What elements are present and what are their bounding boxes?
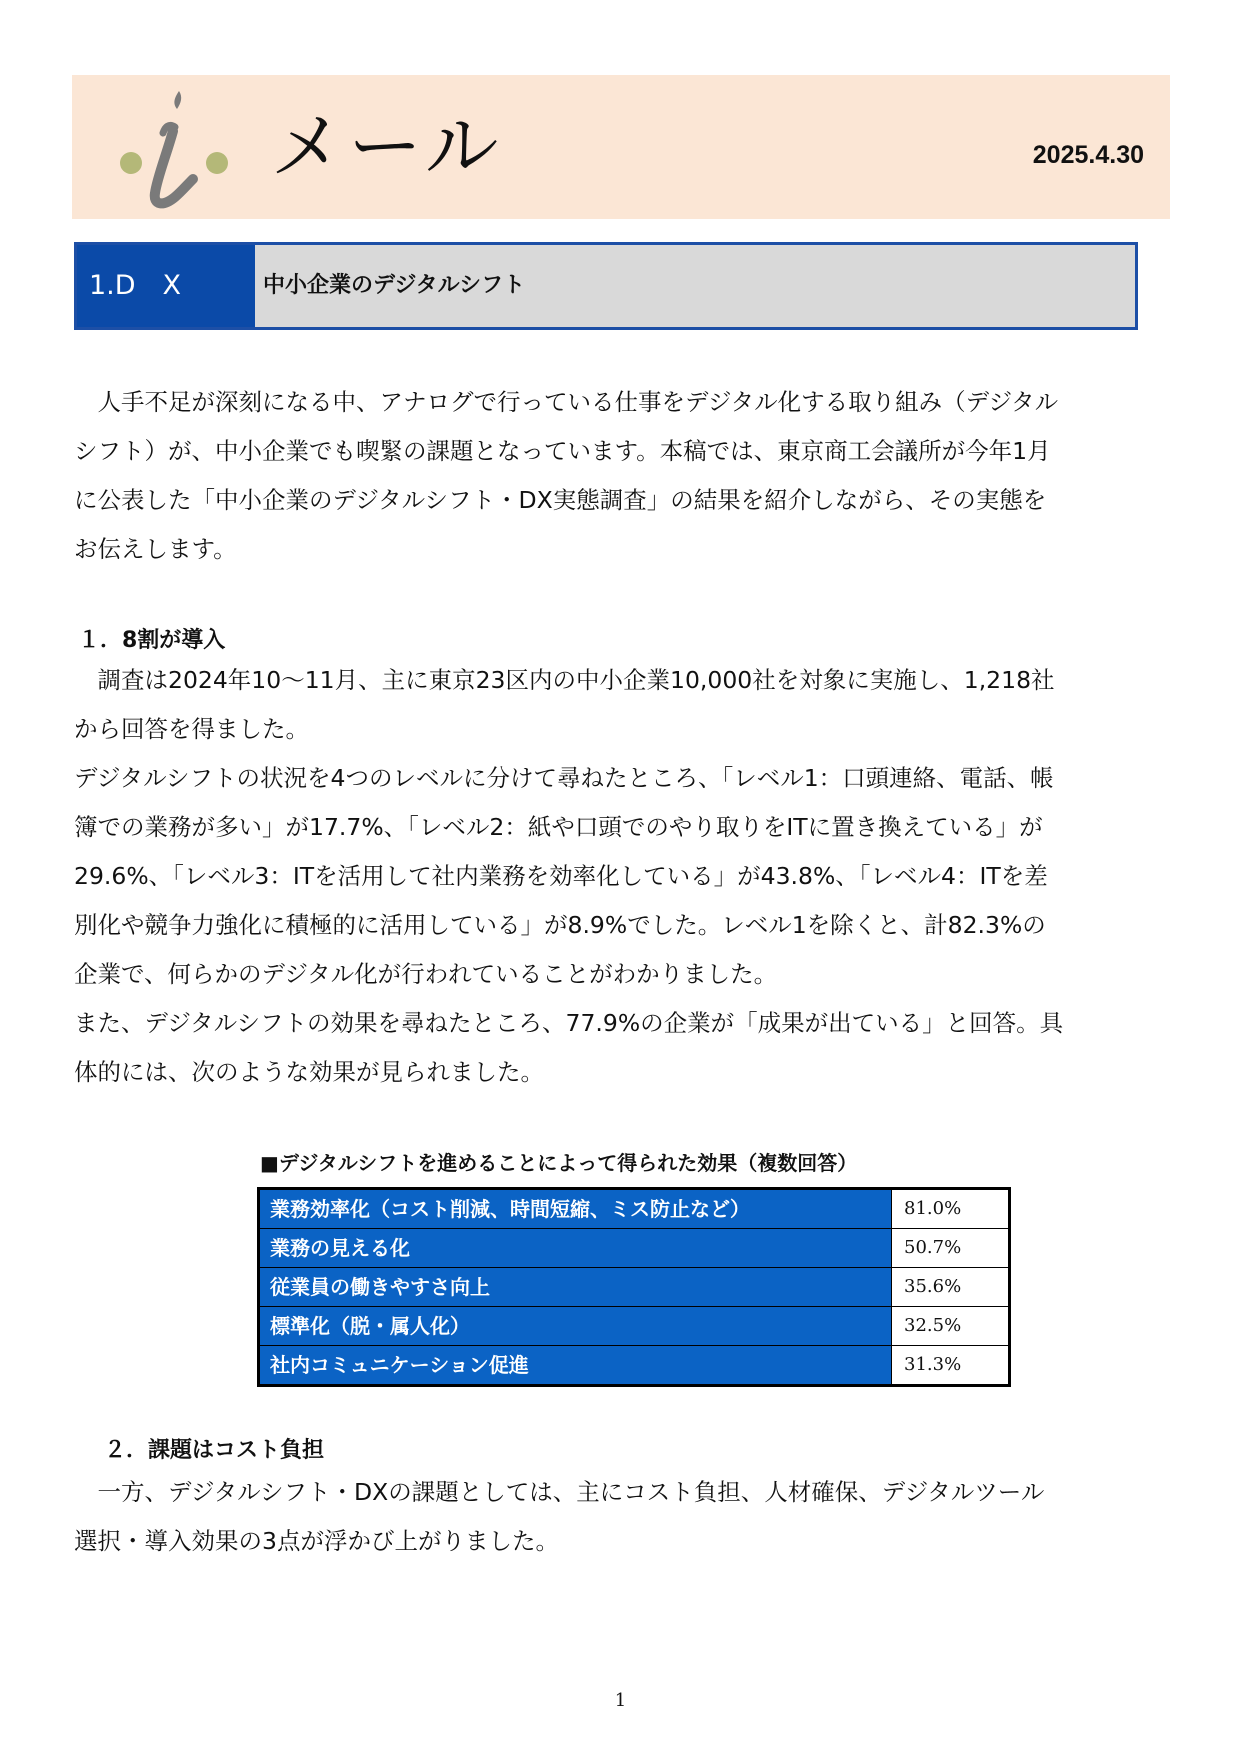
newsletter-title: メール — [270, 104, 503, 190]
i-logo-icon — [117, 83, 232, 213]
intro-paragraph: 人手不足が深刻になる中、アナログで行っている仕事をデジタル化する取り組み（デジタル シフト）が、中小企業でも喫緊の課題となっています。本稿では、東京商工会議所が今年1月 に公表した「中小企業のデジタルシフト・DX実態調査」の結果を紹介しながら、その実態を お伝えします。 — [74, 388, 1059, 563]
table-row — [260, 1267, 1008, 1306]
newsletter-header — [72, 75, 1170, 219]
effect-label: 標準化（脱・属人化） — [260, 1307, 892, 1345]
effects-table — [257, 1187, 1011, 1387]
section-banner-title: 中小企業のデジタルシフト — [255, 245, 1135, 327]
effect-label: 従業員の働きやすさ向上 — [260, 1268, 892, 1306]
effect-value: 35.6% — [904, 1276, 962, 1297]
section-banner — [74, 242, 1138, 330]
effect-label: 業務効率化（コスト削減、時間短縮、ミス防止など） — [260, 1190, 892, 1228]
table-row — [260, 1306, 1008, 1345]
effect-label: 社内コミュニケーション促進 — [260, 1346, 892, 1384]
effects-table-caption: ■デジタルシフトを進めることによって得られた効果（複数回答） — [260, 1151, 858, 1175]
issue-date: 2025.4.30 — [1032, 141, 1144, 169]
effect-label: 業務の見える化 — [260, 1229, 892, 1267]
table-row — [260, 1228, 1008, 1267]
table-row — [260, 1190, 1008, 1228]
effect-value: 31.3% — [904, 1354, 962, 1375]
effect-value: 50.7% — [904, 1237, 962, 1258]
effect-value: 81.0% — [904, 1198, 962, 1219]
section1-heading: １．8割が導入 — [78, 628, 226, 653]
effect-value: 32.5% — [904, 1315, 962, 1336]
page-number: 1 — [614, 1690, 627, 1711]
section1-body: 調査は2024年10～11月、主に東京23区内の中小企業10,000社を対象に実施し、1,218社 から回答を得ました。 デジタルシフトの状況を4つのレベルに分けて尋ねたところ、「レベル1：口頭連絡、電話、帳 簿での業務が多い」が17.7%、「レベル2：紙や口頭でのやり取りをITに置き換えている」が 29.6%、「レベル3：ITを活用して社内業務を効率化している」が43.8%、「レベル4：ITを差 別化や競争力強化に積極的に活用している」が8.9%でした。レベル1を除くと、計82.3%の 企業で、何らかのデジタル化が行われていることがわかりました。 また、デジタルシフトの効果を尋ねたところ、77.9%の企業が「成果が出ている」と回答。具 体的には、次のような効果が見られました。 — [74, 666, 1064, 1086]
table-row — [260, 1345, 1008, 1384]
section-banner-label: 1.D X — [77, 245, 255, 327]
section2-heading: ２．課題はコスト負担 — [104, 1438, 325, 1463]
section2-body: 一方、デジタルシフト・DXの課題としては、主にコスト負担、人材確保、デジタルツール 選択・導入効果の3点が浮かび上がりました。 — [74, 1478, 1045, 1555]
